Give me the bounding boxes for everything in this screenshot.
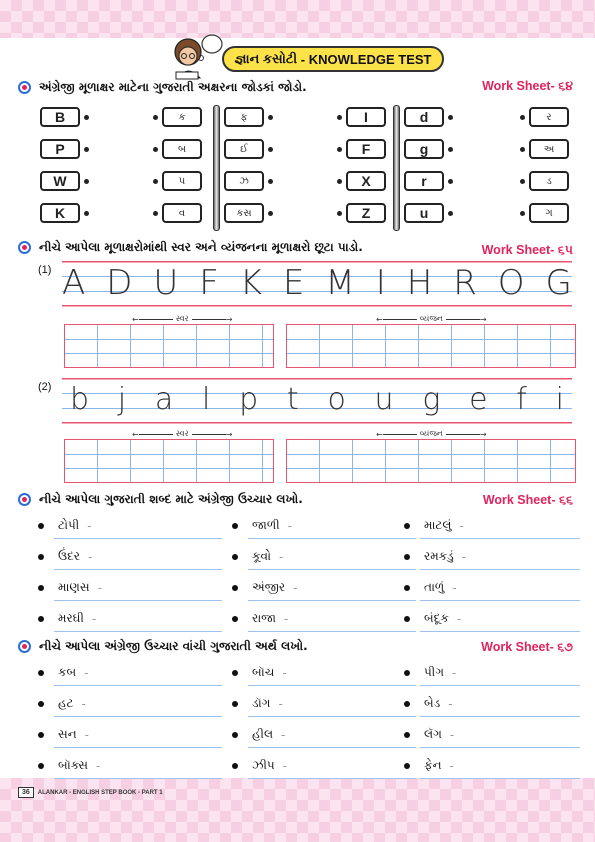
- word-text: માણસ: [58, 580, 90, 594]
- bullet-icon: [18, 81, 31, 94]
- section2-question-text: નીચે આપેલા મૂળાક્ષરોમાંથી સ્વર અને વ્યંજનના મૂળાક્ષરો છૂટા પાડો.: [39, 240, 363, 254]
- answer-line[interactable]: [248, 631, 416, 632]
- word-item: [404, 696, 453, 711]
- bullet-dot-icon: [38, 701, 44, 707]
- answer-line[interactable]: [420, 685, 580, 686]
- bullet-dot-icon: [404, 523, 410, 529]
- word-text: હટ: [58, 696, 74, 710]
- letter: A: [62, 263, 86, 303]
- dash-mark: -: [448, 696, 453, 711]
- word-text: જાળી: [252, 518, 280, 532]
- match-box[interactable]: I: [346, 107, 386, 127]
- page-title: [222, 46, 444, 72]
- answer-line[interactable]: [420, 538, 580, 539]
- letter: b: [70, 382, 90, 417]
- answer-line[interactable]: [420, 747, 580, 748]
- row1-vowel-label: ← સ્વર →: [132, 314, 233, 324]
- letter: j: [117, 382, 127, 417]
- row1-consonant-answer-box[interactable]: [286, 324, 576, 368]
- letter: g: [422, 382, 441, 417]
- match-dot[interactable]: [448, 115, 453, 120]
- letter: l: [202, 382, 211, 417]
- bullet-icon: [18, 241, 31, 254]
- bullet-dot-icon: [232, 701, 238, 707]
- match-box[interactable]: અ: [529, 139, 569, 159]
- answer-line[interactable]: [54, 685, 222, 686]
- answer-line[interactable]: [54, 747, 222, 748]
- dash-mark: -: [87, 549, 93, 564]
- match-dot[interactable]: [448, 179, 453, 184]
- bullet-icon: [18, 493, 31, 506]
- answer-line[interactable]: [54, 716, 222, 717]
- dash-mark: -: [459, 518, 464, 533]
- answer-line[interactable]: [248, 685, 416, 686]
- match-dot[interactable]: [448, 211, 453, 216]
- bullet-dot-icon: [232, 732, 238, 738]
- letter: H: [406, 263, 433, 303]
- bullet-icon: [18, 640, 31, 653]
- letter: E: [282, 263, 305, 303]
- match-box[interactable]: ગ: [529, 203, 569, 223]
- match-box[interactable]: g: [404, 139, 444, 159]
- page-number: 36: [18, 787, 34, 798]
- match-box[interactable]: u: [404, 203, 444, 223]
- book-title: ALANKAR - ENGLISH STEP BOOK - PART 1: [37, 789, 163, 796]
- dash-mark: -: [282, 758, 288, 773]
- word-text: કબ: [58, 665, 77, 679]
- bullet-dot-icon: [38, 616, 44, 622]
- bullet-dot-icon: [38, 523, 44, 529]
- bullet-dot-icon: [232, 616, 238, 622]
- word-item: [232, 696, 283, 711]
- section1-worksheet-label: Work Sheet- ૬૪: [482, 79, 573, 93]
- row2-consonant-answer-box[interactable]: [286, 439, 576, 483]
- answer-line[interactable]: [54, 538, 222, 539]
- match-dot[interactable]: [337, 115, 342, 120]
- section1-question: [18, 80, 307, 95]
- match-dot[interactable]: [337, 147, 342, 152]
- answer-line[interactable]: [248, 538, 416, 539]
- dash-mark: -: [84, 665, 89, 680]
- match-box[interactable]: F: [346, 139, 386, 159]
- word-text: સન: [58, 727, 77, 741]
- word-item: [38, 518, 92, 533]
- row1-letters: [62, 261, 572, 307]
- row2-vowel-label: ← સ્વર →: [132, 429, 233, 439]
- word-item: [38, 758, 100, 773]
- match-dot[interactable]: [520, 211, 525, 216]
- dash-mark: -: [81, 696, 86, 711]
- row1-vowel-answer-box[interactable]: [64, 324, 274, 368]
- answer-line[interactable]: [248, 600, 416, 601]
- bullet-dot-icon: [232, 554, 238, 560]
- word-text: ઝીપ: [252, 758, 275, 772]
- dash-mark: -: [451, 665, 457, 680]
- match-box[interactable]: W: [40, 171, 80, 191]
- bullet-dot-icon: [38, 554, 44, 560]
- letter: t: [286, 382, 299, 417]
- match-dot[interactable]: [520, 147, 525, 152]
- word-text: બૉક્સ: [58, 758, 89, 772]
- student-illustration: [168, 30, 224, 80]
- section1-question-text: અંગ્રેજી મૂળાક્ષર માટેના ગુજરાતી અક્ષરના જોડકાં જોડો.: [39, 80, 307, 94]
- match-box[interactable]: X: [346, 171, 386, 191]
- letter: f: [516, 382, 527, 417]
- dash-mark: -: [293, 580, 298, 595]
- word-text: તાળું: [424, 580, 445, 594]
- word-item: [38, 665, 88, 680]
- section4-question-text: નીચે આપેલા અંગ્રેજી ઉચ્ચાર વાંચી ગુજરાતી અર્થ લખો.: [39, 639, 308, 653]
- match-dot[interactable]: [268, 115, 273, 120]
- bullet-dot-icon: [404, 670, 410, 676]
- match-dot[interactable]: [268, 147, 273, 152]
- match-dot[interactable]: [153, 115, 158, 120]
- dash-mark: -: [287, 518, 292, 533]
- match-box[interactable]: K: [40, 203, 80, 223]
- letter: I: [375, 263, 386, 303]
- answer-line[interactable]: [420, 631, 580, 632]
- letter: i: [555, 382, 564, 417]
- letter: a: [154, 382, 174, 417]
- match-box[interactable]: B: [40, 107, 80, 127]
- answer-line[interactable]: [54, 778, 222, 779]
- dash-mark: -: [278, 549, 284, 564]
- match-box[interactable]: d: [404, 107, 444, 127]
- answer-line[interactable]: [420, 716, 580, 717]
- dash-mark: -: [84, 727, 90, 742]
- bullet-dot-icon: [404, 616, 410, 622]
- match-dot[interactable]: [84, 115, 89, 120]
- answer-line[interactable]: [54, 631, 222, 632]
- bullet-dot-icon: [404, 554, 410, 560]
- row2-label: (2): [38, 381, 52, 393]
- row1-label: (1): [38, 264, 52, 276]
- word-text: પીગ: [424, 665, 444, 679]
- answer-line[interactable]: [248, 716, 416, 717]
- word-text: રાજા: [252, 611, 276, 625]
- word-item: [232, 758, 287, 773]
- page-title-english: - KNOWLEDGE TEST: [300, 51, 432, 67]
- bullet-dot-icon: [404, 763, 410, 769]
- dash-mark: -: [97, 580, 102, 595]
- bullet-dot-icon: [38, 670, 44, 676]
- bullet-dot-icon: [404, 585, 410, 591]
- word-text: માટલું: [424, 518, 452, 532]
- match-dot[interactable]: [268, 179, 273, 184]
- answer-line[interactable]: [420, 569, 580, 570]
- row1-consonant-label: ← વ્યંજન →: [376, 314, 487, 324]
- word-item: [38, 580, 102, 595]
- word-text: હીલ: [252, 727, 274, 741]
- section3-question: [18, 492, 303, 507]
- match-box[interactable]: Z: [346, 203, 386, 223]
- dash-mark: -: [461, 549, 467, 564]
- row2-letters: [62, 378, 572, 424]
- word-item: [404, 758, 454, 773]
- letter: G: [545, 263, 572, 303]
- word-item: [404, 727, 454, 742]
- dash-mark: -: [452, 580, 457, 595]
- dash-mark: -: [449, 758, 454, 773]
- word-text: બૉચ: [252, 665, 275, 679]
- word-item: [232, 727, 285, 742]
- word-item: [404, 518, 464, 533]
- match-dot[interactable]: [448, 147, 453, 152]
- word-item: [38, 611, 96, 626]
- word-text: લૅગ: [424, 727, 442, 741]
- bullet-dot-icon: [232, 585, 238, 591]
- section4-worksheet-label: Work Sheet- ૬૭: [481, 640, 573, 654]
- bullet-dot-icon: [404, 701, 410, 707]
- match-dot[interactable]: [520, 179, 525, 184]
- answer-line[interactable]: [248, 778, 416, 779]
- match-box[interactable]: વ: [162, 203, 202, 223]
- word-text: ફેન: [424, 758, 442, 772]
- word-item: [232, 665, 287, 680]
- section2-worksheet-label: Work Sheet- ૬૫: [481, 243, 573, 257]
- answer-line[interactable]: [54, 600, 222, 601]
- dash-mark: -: [87, 518, 92, 533]
- bullet-dot-icon: [38, 763, 44, 769]
- match-dot[interactable]: [337, 179, 342, 184]
- dash-mark: -: [96, 758, 101, 773]
- letter: O: [497, 263, 525, 303]
- answer-line[interactable]: [248, 747, 416, 748]
- letter: K: [239, 263, 263, 303]
- word-text: ટોપી: [58, 518, 80, 532]
- letter: U: [153, 263, 179, 303]
- letter: M: [325, 263, 355, 303]
- dash-mark: -: [449, 727, 455, 742]
- match-dot[interactable]: [520, 115, 525, 120]
- dash-mark: -: [278, 696, 283, 711]
- word-item: [232, 549, 283, 564]
- section4-question: [18, 639, 308, 654]
- word-item: [38, 696, 86, 711]
- bullet-dot-icon: [38, 585, 44, 591]
- page-footer: [18, 787, 163, 798]
- word-text: બેડ: [424, 696, 441, 710]
- letter: e: [469, 382, 488, 417]
- section2-question: [18, 240, 363, 255]
- word-item: [38, 549, 92, 564]
- match-box[interactable]: ક: [162, 107, 202, 127]
- match-dot[interactable]: [268, 211, 273, 216]
- word-item: [232, 580, 297, 595]
- word-text: ઉંદર: [58, 549, 80, 563]
- word-item: [404, 580, 457, 595]
- word-text: અંજીર: [252, 580, 286, 594]
- match-box[interactable]: પ: [162, 171, 202, 191]
- letter: u: [374, 382, 394, 417]
- divider-bar-2: [393, 105, 400, 231]
- bullet-dot-icon: [404, 732, 410, 738]
- bullet-dot-icon: [232, 763, 238, 769]
- match-box[interactable]: ડ: [529, 171, 569, 191]
- row2-vowel-answer-box[interactable]: [64, 439, 274, 483]
- match-box[interactable]: P: [40, 139, 80, 159]
- match-box[interactable]: r: [404, 171, 444, 191]
- letter: D: [106, 263, 133, 303]
- bullet-dot-icon: [232, 523, 238, 529]
- answer-line[interactable]: [420, 778, 580, 779]
- row2-consonant-label: ← વ્યંજન →: [376, 429, 487, 439]
- dash-mark: -: [91, 611, 97, 626]
- letter: R: [453, 263, 477, 303]
- answer-line[interactable]: [420, 600, 580, 601]
- divider-bar-1: [213, 105, 220, 231]
- section3-question-text: નીચે આપેલા ગુજરાતી શબ્દ માટે અંગ્રેજી ઉચ્ચાર લખો.: [39, 492, 303, 506]
- dash-mark: -: [282, 665, 287, 680]
- letter: F: [199, 263, 219, 303]
- bullet-dot-icon: [38, 732, 44, 738]
- match-dot[interactable]: [84, 211, 89, 216]
- answer-line[interactable]: [248, 569, 416, 570]
- letter: p: [239, 382, 259, 417]
- match-dot[interactable]: [84, 147, 89, 152]
- word-item: [38, 727, 89, 742]
- section3-worksheet-label: Work Sheet- ૬૬: [482, 493, 573, 507]
- page-title-gujarati: જ્ઞાન કસોટી: [234, 51, 298, 66]
- match-dot[interactable]: [153, 179, 158, 184]
- match-dot[interactable]: [153, 147, 158, 152]
- match-box[interactable]: ફ: [224, 107, 264, 127]
- word-item: [404, 611, 461, 626]
- answer-line[interactable]: [54, 569, 222, 570]
- word-text: બંદૂક: [424, 611, 449, 625]
- word-item: [404, 665, 456, 680]
- match-dot[interactable]: [153, 211, 158, 216]
- bullet-dot-icon: [232, 670, 238, 676]
- match-box[interactable]: ઈ: [224, 139, 264, 159]
- dash-mark: -: [456, 611, 462, 626]
- match-box[interactable]: કસ: [224, 203, 264, 223]
- word-item: [404, 549, 466, 564]
- match-dot[interactable]: [337, 211, 342, 216]
- word-text: મરઘી: [58, 611, 84, 625]
- word-item: [232, 611, 288, 626]
- top-border-pattern: [0, 0, 595, 38]
- word-text: કૂવો: [252, 549, 271, 563]
- word-item: [232, 518, 292, 533]
- word-text: ડૉગ: [252, 696, 271, 710]
- letter: o: [327, 382, 346, 417]
- match-box[interactable]: ઝ: [224, 171, 264, 191]
- match-box[interactable]: ર: [529, 107, 569, 127]
- match-dot[interactable]: [84, 179, 89, 184]
- dash-mark: -: [283, 611, 289, 626]
- dash-mark: -: [281, 727, 286, 742]
- word-text: રમકડું: [424, 549, 454, 563]
- match-box[interactable]: બ: [162, 139, 202, 159]
